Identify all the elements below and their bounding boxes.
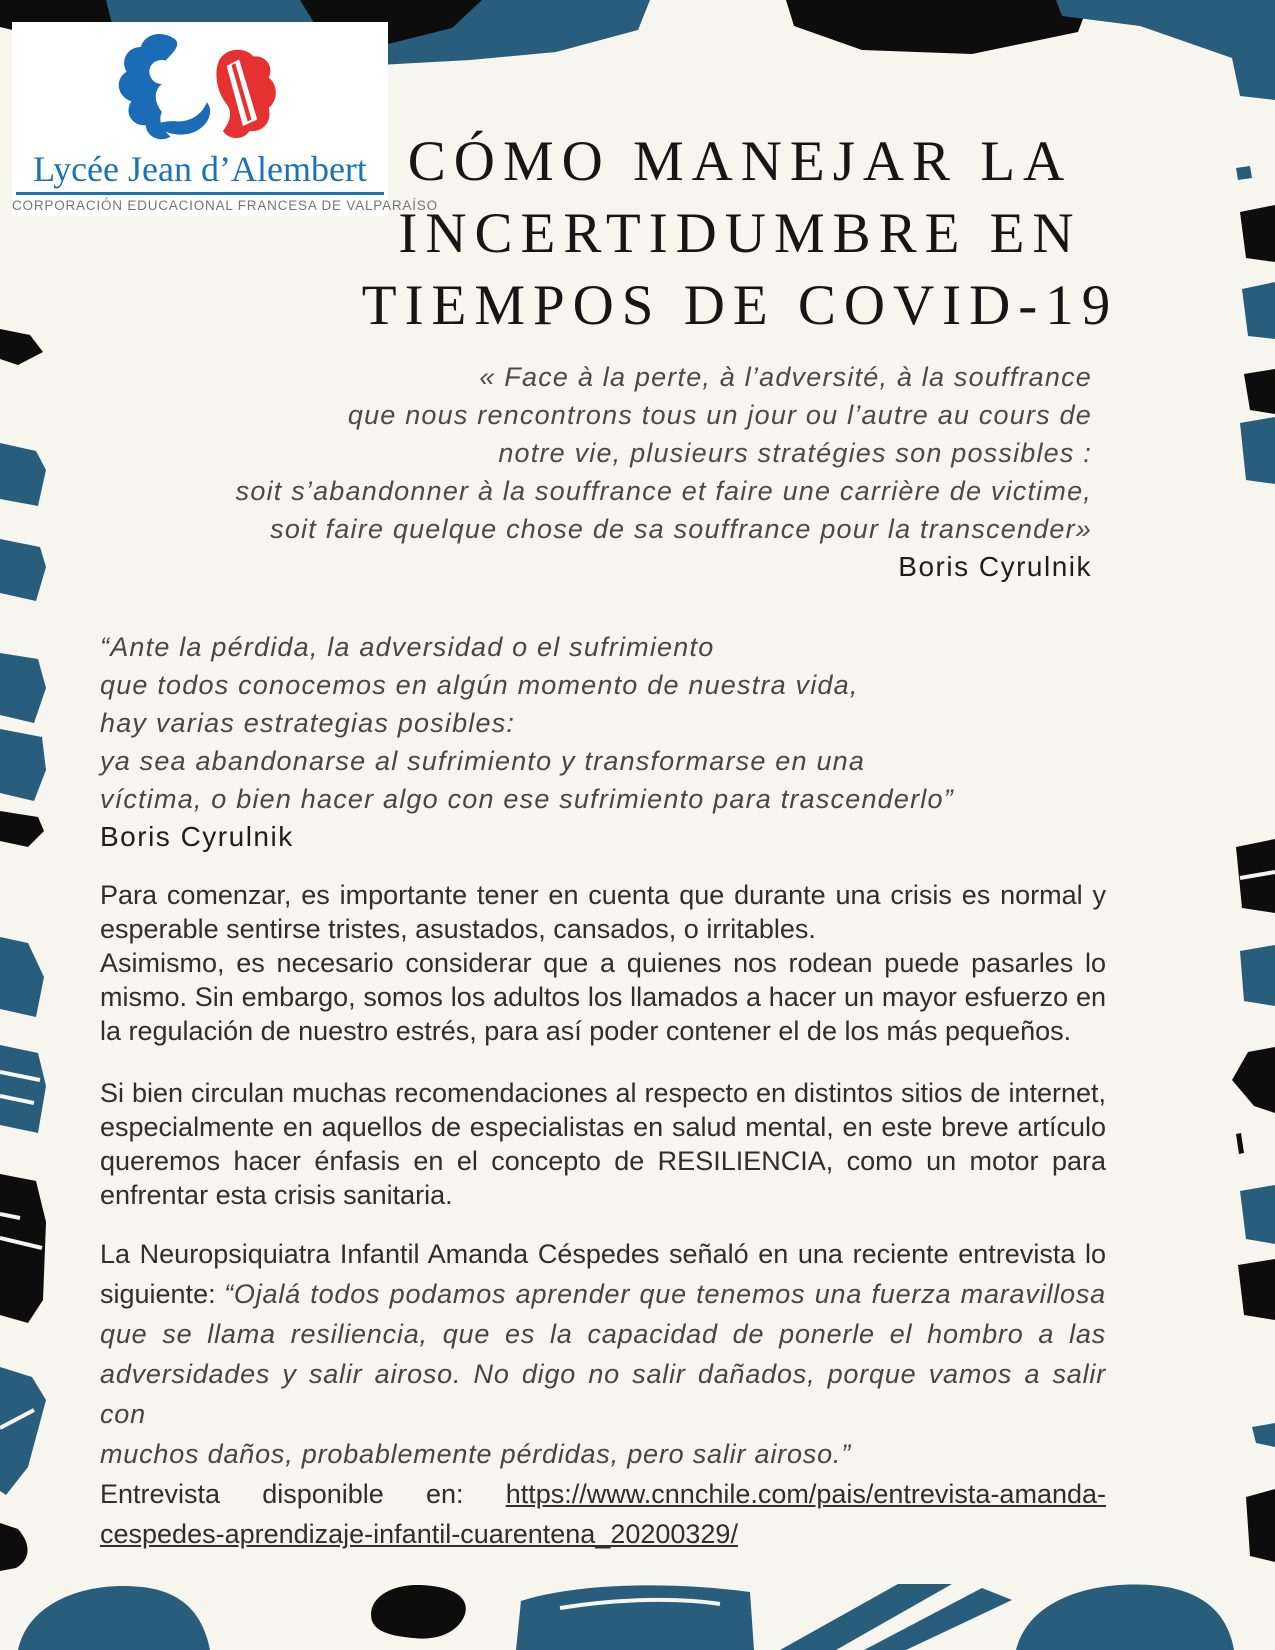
right-brush-strokes [1232, 166, 1275, 1562]
page-title [310, 126, 1170, 342]
title-line: CÓMO MANEJAR LA [407, 130, 1073, 193]
logo-title: Lycée Jean d’Alembert [16, 150, 384, 195]
body-line: Si bien circulan muchas recomendaciones al respecto en distintos sitios de internet, [100, 1078, 1106, 1108]
paragraph-1 [100, 878, 1106, 1048]
quote-line: que todos conocemos en algún momento de nuestra vida, [100, 670, 859, 700]
body-line: mismo. Sin embargo, somos los adultos los llamados a hacer un mayor esfuerzo en [100, 982, 1106, 1012]
body-line: muchos daños, probablemente pérdidas, pero salir airoso.” [100, 1439, 851, 1469]
paragraph-2 [100, 1076, 1106, 1212]
interview-quote: “Ojalá todos podamos aprender que tenemos una fuerza maravillosa [224, 1279, 1106, 1309]
quote-line: notre vie, plusieurs stratégies son possibles : [498, 438, 1092, 468]
emblem-red-figure [216, 50, 275, 138]
body-line: que se llama resiliencia, que es la capacidad de ponerle el hombro a las [100, 1319, 1106, 1349]
bottom-brush-strokes [18, 1584, 1234, 1650]
body-line [100, 1474, 1106, 1514]
quote-line: “Ante la pérdida, la adversidad o el sufrimiento [100, 632, 715, 662]
body-line: queremos hacer énfasis en el concepto de RESILIENCIA, como un motor para [100, 1146, 1106, 1176]
body-line: enfrentar esta crisis sanitaria. [100, 1180, 453, 1210]
quote-line: soit s’abandonner à la souffrance et faire une carrière de victime, [235, 476, 1092, 506]
quote-line: víctima, o bien hacer algo con ese sufrimiento para trascenderlo” [100, 784, 954, 814]
paragraph-3 [100, 1234, 1106, 1554]
title-line: TIEMPOS DE COVID-19 [361, 274, 1119, 337]
left-brush-strokes [0, 329, 46, 1571]
interview-link[interactable]: https://www.cnnchile.com/pais/entrevista-amanda- [505, 1479, 1106, 1509]
body-line: la regulación de nuestro estrés, para así poder contener el de los más pequeños. [100, 1016, 1072, 1046]
quote-attribution: Boris Cyrulnik [100, 821, 294, 852]
body-line [100, 1274, 1106, 1314]
body-line: Asimismo, es necesario considerar que a quienes nos rodean puede pasarles lo [100, 948, 1106, 978]
quote-line: ya sea abandonarse al sufrimiento y transformarse en una [100, 746, 866, 776]
body-line: especialmente en aquellos de especialistas en salud mental, en este breve artículo [100, 1112, 1106, 1142]
quote-line: que nous rencontrons tous un jour ou l’autre au cours de [347, 400, 1092, 430]
quote-line: hay varias estrategias posibles: [100, 708, 516, 738]
title-line: INCERTIDUMBRE EN [398, 202, 1082, 265]
interview-link-continued[interactable]: cespedes-aprendizaje-infantil-cuarentena_20200329/ [100, 1519, 738, 1549]
school-logo-emblem-icon [90, 26, 310, 150]
body-line: Para comenzar, es importante tener en cuenta que durante una crisis es normal y [100, 880, 1106, 910]
body-line-label: siguiente: [100, 1279, 216, 1309]
quote-line: soit faire quelque chose de sa souffrance pour la transcender» [270, 514, 1092, 544]
quote-attribution: Boris Cyrulnik [898, 551, 1092, 582]
body-line: adversidades y salir airoso. No digo no salir dañados, porque vamos a salir con [100, 1359, 1106, 1429]
emblem-blue-figure [119, 34, 210, 139]
quote-line: « Face à la perte, à l’adversité, à la souffrance [479, 362, 1092, 392]
logo-subtitle: CORPORACIÓN EDUCACIONAL FRANCESA DE VALPARAÍSO [12, 198, 438, 213]
interview-link-label: Entrevista disponible en: [100, 1479, 464, 1509]
spanish-quote [100, 628, 1080, 856]
body-line: La Neuropsiquiatra Infantil Amanda Céspedes señaló en una reciente entrevista lo [100, 1239, 1106, 1269]
french-quote [150, 358, 1092, 586]
body-line [100, 1514, 1106, 1554]
body-line: esperable sentirse tristes, asustados, cansados, o irritables. [100, 914, 816, 944]
